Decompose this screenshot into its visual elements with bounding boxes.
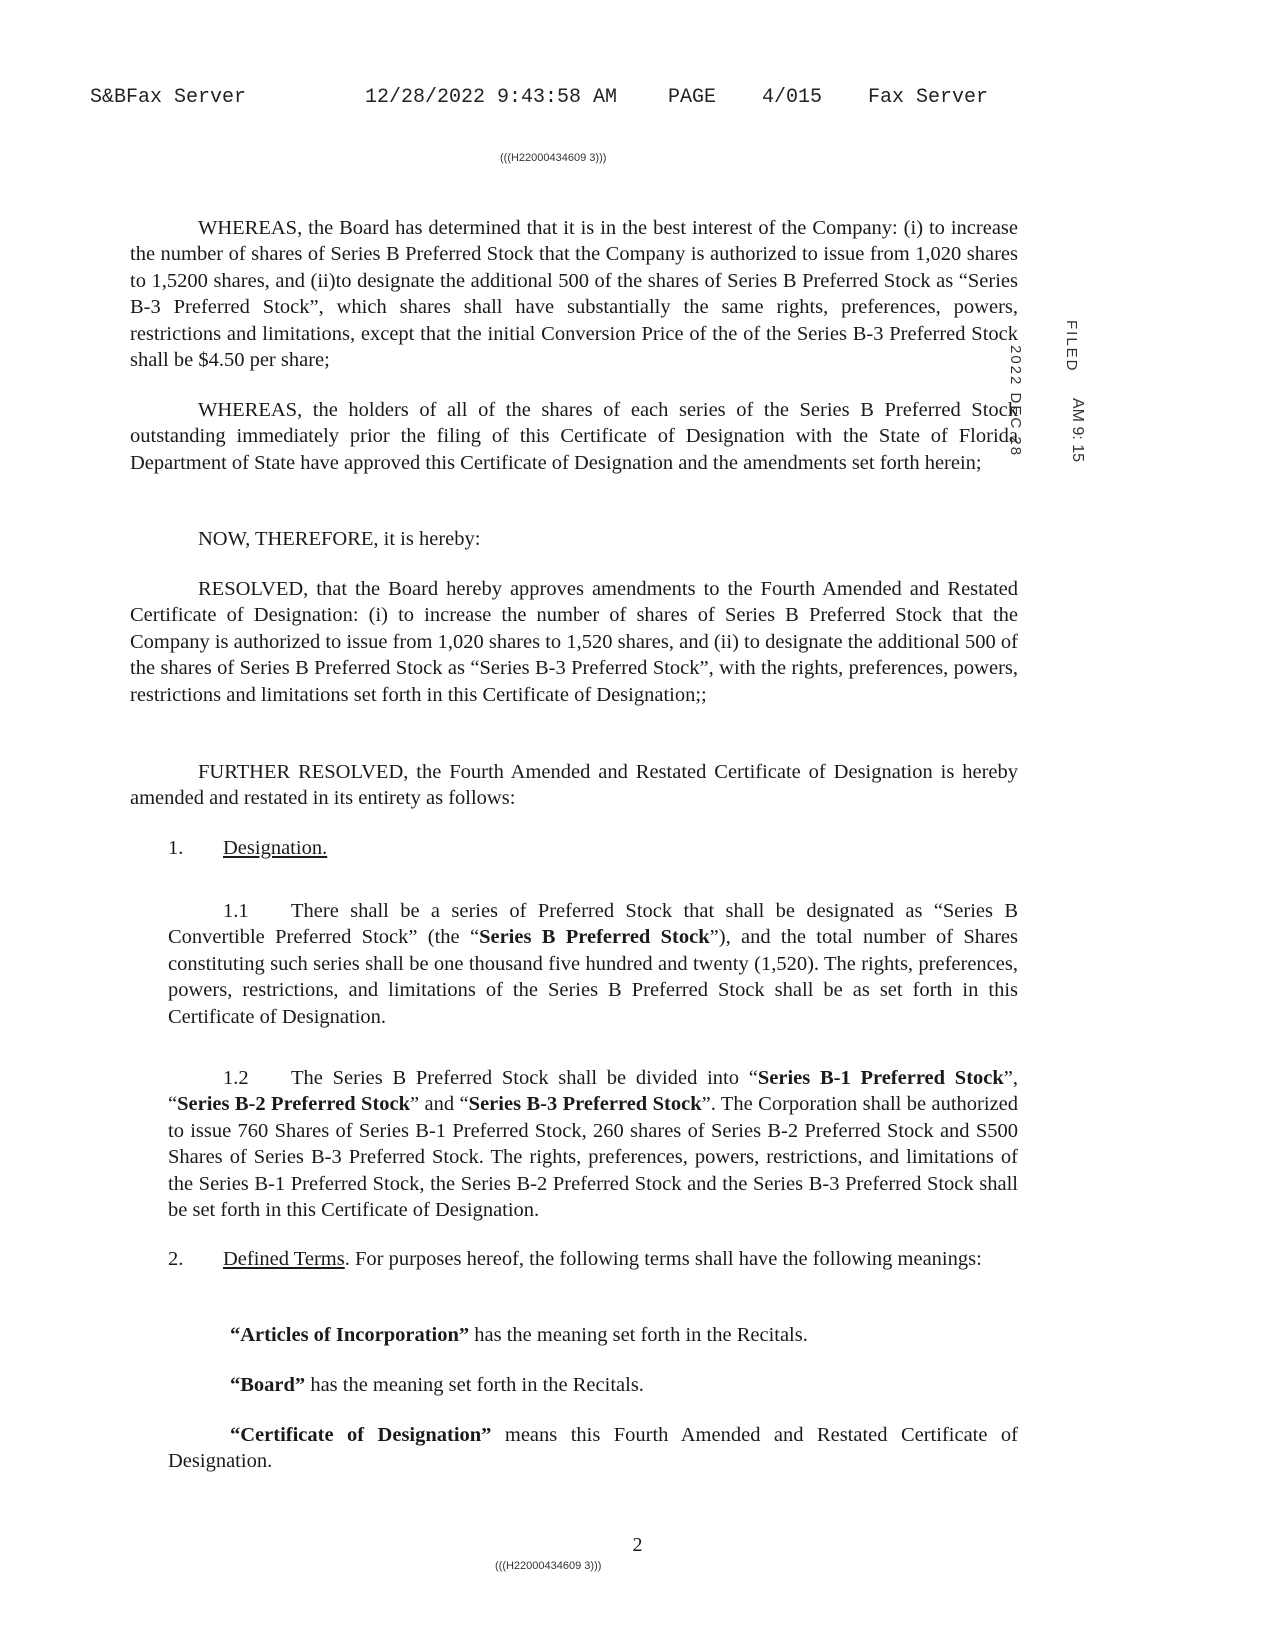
section-1-1-paragraph [168,898,1018,1030]
section-1-2-text-c: ” and “ [410,1093,469,1116]
definition-articles-of-incorporation [168,1322,1018,1348]
page-number: 2 [632,1534,643,1556]
filing-stamp-filed-mark: FILED [1063,320,1080,373]
section-1-2-number: 1.2 [223,1067,249,1089]
filing-stamp-date-mark: 2022 DEC 28 [1007,345,1024,458]
section-1-2-paragraph [168,1065,1018,1223]
section-2-text: . For purposes hereof, the following terms shall have the following meanings: [344,1248,982,1270]
section-2-title: Defined Terms [223,1248,345,1270]
definition-term: “Certificate of Designation” [230,1424,492,1446]
whereas-paragraph-2: WHEREAS, the holders of all of the shares of each series of the Series B Preferred Stock outstanding immediately prior the filing of this Certificate of Designation with the State of Florida Department of State have approved this Certificate of Designation and the amendments set forth herein; [130,399,1018,474]
further-resolved-paragraph: FURTHER RESOLVED, the Fourth Amended and Restated Certificate of Designation is hereby amended and restated in its entirety as follows: [130,761,1018,810]
term-series-b1: Series B-1 Preferred Stock [757,1067,1004,1089]
fax-sender: S&BFax Server [90,86,247,109]
term-series-b2: Series B-2 Preferred Stock [177,1093,411,1116]
definition-text: has the meaning set forth in the Recitals. [469,1324,808,1346]
section-1-2-text-a: The Series B Preferred Stock shall be divided into “ [291,1067,758,1089]
document-id-bottom: (((H22000434609 3))) [495,1560,602,1572]
section-1-title: Designation. [223,837,328,859]
section-2-number: 2. [168,1248,184,1270]
filing-stamp-time-mark: AM 9: 15 [1069,398,1086,463]
section-1-1-number: 1.1 [223,900,249,922]
section-1-1-text-a: There shall be a series of Preferred Stock that shall be designated as “Series B Convertible Preferred Stock” (the “ [168,900,1018,949]
resolved-paragraph: RESOLVED, that the Board hereby approves amendments to the Fourth Amended and Restated Certificate of Designation: (i) to increase the number of shares of Series B Preferred Stock that the Company is authorized to issue from 1,020 shares to 1,520 shares, and (ii) to designate the additional 500 of the shares of Series B Preferred Stock as “Series B-3 Preferred Stock”, with the rights, preferences, powers, restrictions and limitations set forth in this Certificate of Designation;; [130,578,1018,706]
document-id-top: (((H22000434609 3))) [500,152,607,164]
fax-page-count: 4/015 [762,86,823,109]
fax-datetime: 12/28/2022 9:43:58 AM [365,86,618,109]
fax-header [90,86,1050,116]
definition-text: has the meaning set forth in the Recitals. [305,1374,644,1396]
definition-term: “Articles of Incorporation” [230,1324,470,1346]
term-series-b3: Series B-3 Preferred Stock [468,1093,702,1116]
fax-receiver: Fax Server [868,86,989,109]
definition-board [168,1372,1018,1398]
definition-certificate-of-designation [168,1422,1018,1475]
definition-term: “Board” [230,1374,306,1396]
term-series-b-preferred-stock: Series B Preferred Stock [479,926,710,949]
definition-text: means this Fourth Amended and Restated Certificate of Designation. [168,1424,1018,1473]
now-therefore-paragraph: NOW, THEREFORE, it is hereby: [198,528,481,550]
section-1-2-text-b: ”, “ [168,1067,1019,1116]
fax-page-label: PAGE [668,86,717,109]
section-2-paragraph [128,1246,1018,1272]
section-1-number: 1. [168,837,184,859]
whereas-paragraph-1: WHEREAS, the Board has determined that it is in the best interest of the Company: (i) to increase the number of shares of Series B Preferred Stock that the Company is authorized to issue from 1,020 shares to 1,5200 shares, and (ii)to designate the additional 500 of the shares of Series B Preferred Stock as “Series B-3 Preferred Stock”, which shares shall have substantially the same rights, preferences, powers, restrictions and limitations, except that the initial Conversion Price of the of the Series B-3 Preferred Stock shall be $4.50 per share; [130,217,1018,372]
section-1-1-text-b: ”), and the total number of Shares constituting such series shall be one thousand five hundred and twenty (1,520). The rights, preferences, powers, restrictions, and limitations of the Series B Preferred Stock shall be as set forth in this Certificate of Designation. [168,926,1019,1028]
section-1-heading [168,835,1018,861]
section-1-2-text-d: ”. The Corporation shall be authorized to issue 760 Shares of Series B-1 Preferred Stock, 260 shares of Series B-2 Preferred Stock and S500 Shares of Series B-3 Preferred Stock. The rights, preferences, powers, restrictions, and limitations of the Series B-1 Preferred Stock, the Series B-2 Preferred Stock and the Series B-3 Preferred Stock shall be set forth in this Certificate of Designation. [168,1093,1019,1222]
